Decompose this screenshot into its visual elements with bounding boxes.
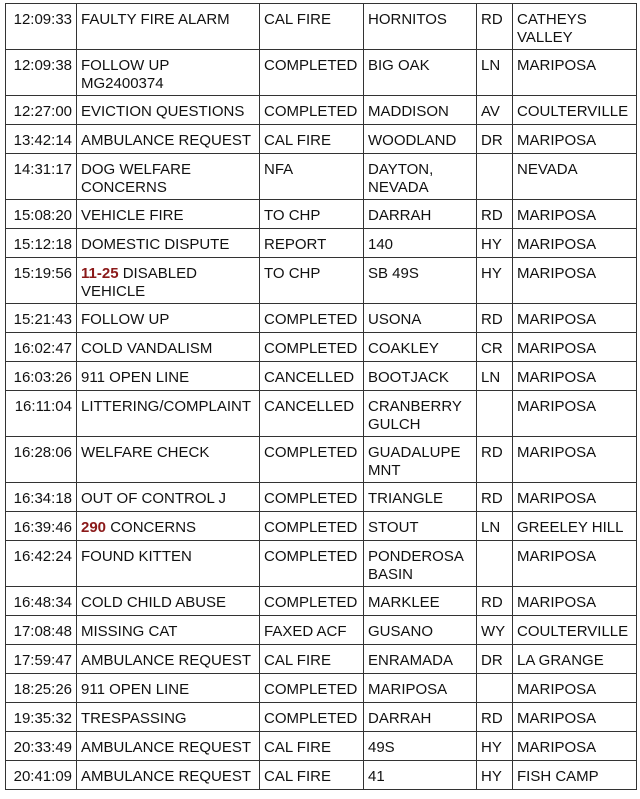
call-type: AMBULANCE REQUEST xyxy=(77,645,260,674)
call-street-suffix: DR xyxy=(477,645,513,674)
call-street: COAKLEY xyxy=(364,333,477,362)
table-row xyxy=(6,483,637,512)
table-row xyxy=(6,587,637,616)
call-street-suffix xyxy=(477,391,513,437)
call-street: GUADALUPE MNT xyxy=(364,437,477,483)
call-city: COULTERVILLE xyxy=(513,96,637,125)
call-street: MARIPOSA xyxy=(364,674,477,703)
call-street: HORNITOS xyxy=(364,4,477,50)
call-disposition: COMPLETED xyxy=(260,304,364,333)
table-row xyxy=(6,333,637,362)
call-time: 16:34:18 xyxy=(6,483,77,512)
call-type: LITTERING/COMPLAINT xyxy=(77,391,260,437)
call-street: DARRAH xyxy=(364,703,477,732)
call-street-suffix xyxy=(477,674,513,703)
call-time: 16:11:04 xyxy=(6,391,77,437)
call-time: 16:02:47 xyxy=(6,333,77,362)
call-log-body xyxy=(6,4,637,790)
call-time: 15:08:20 xyxy=(6,200,77,229)
call-street-suffix: RD xyxy=(477,4,513,50)
call-city: MARIPOSA xyxy=(513,732,637,761)
call-time: 16:48:34 xyxy=(6,587,77,616)
call-time: 17:08:48 xyxy=(6,616,77,645)
call-street: PONDEROSA BASIN xyxy=(364,541,477,587)
call-city: NEVADA xyxy=(513,154,637,200)
call-code: 11-25 xyxy=(81,265,119,282)
call-street: MADDISON xyxy=(364,96,477,125)
table-row xyxy=(6,645,637,674)
call-disposition: COMPLETED xyxy=(260,437,364,483)
call-time: 16:42:24 xyxy=(6,541,77,587)
call-type: EVICTION QUESTIONS xyxy=(77,96,260,125)
call-street-suffix: RD xyxy=(477,587,513,616)
call-type: 911 OPEN LINE xyxy=(77,362,260,391)
call-type: VEHICLE FIRE xyxy=(77,200,260,229)
call-time: 15:12:18 xyxy=(6,229,77,258)
call-street: ENRAMADA xyxy=(364,645,477,674)
call-street: DARRAH xyxy=(364,200,477,229)
call-city: MARIPOSA xyxy=(513,258,637,304)
call-street: GUSANO xyxy=(364,616,477,645)
call-time: 12:27:00 xyxy=(6,96,77,125)
table-row xyxy=(6,362,637,391)
table-row xyxy=(6,616,637,645)
table-row xyxy=(6,200,637,229)
call-type: FAULTY FIRE ALARM xyxy=(77,4,260,50)
call-street-suffix: RD xyxy=(477,483,513,512)
call-city: MARIPOSA xyxy=(513,437,637,483)
call-time: 12:09:38 xyxy=(6,50,77,96)
call-street: STOUT xyxy=(364,512,477,541)
call-disposition: CANCELLED xyxy=(260,391,364,437)
call-city: MARIPOSA xyxy=(513,703,637,732)
call-street-suffix: LN xyxy=(477,50,513,96)
call-type: AMBULANCE REQUEST xyxy=(77,732,260,761)
call-street: 140 xyxy=(364,229,477,258)
call-street: TRIANGLE xyxy=(364,483,477,512)
call-street: CRANBERRY GULCH xyxy=(364,391,477,437)
call-type: FOLLOW UP MG2400374 xyxy=(77,50,260,96)
call-time: 12:09:33 xyxy=(6,4,77,50)
call-type: FOLLOW UP xyxy=(77,304,260,333)
call-street: WOODLAND xyxy=(364,125,477,154)
call-street-suffix: RD xyxy=(477,304,513,333)
call-type: AMBULANCE REQUEST xyxy=(77,761,260,790)
call-disposition: COMPLETED xyxy=(260,512,364,541)
call-disposition: COMPLETED xyxy=(260,96,364,125)
call-time: 16:39:46 xyxy=(6,512,77,541)
call-disposition: COMPLETED xyxy=(260,483,364,512)
call-street-suffix: LN xyxy=(477,362,513,391)
call-street-suffix: CR xyxy=(477,333,513,362)
table-row xyxy=(6,304,637,333)
call-time: 15:21:43 xyxy=(6,304,77,333)
call-disposition: COMPLETED xyxy=(260,703,364,732)
call-type: MISSING CAT xyxy=(77,616,260,645)
table-row xyxy=(6,703,637,732)
call-disposition: TO CHP xyxy=(260,200,364,229)
call-street-suffix: LN xyxy=(477,512,513,541)
call-city: MARIPOSA xyxy=(513,200,637,229)
call-code: 290 xyxy=(81,519,107,536)
call-time: 20:41:09 xyxy=(6,761,77,790)
table-row xyxy=(6,4,637,50)
call-street: 49S xyxy=(364,732,477,761)
call-city: MARIPOSA xyxy=(513,674,637,703)
table-row xyxy=(6,125,637,154)
call-type: COLD CHILD ABUSE xyxy=(77,587,260,616)
call-disposition: CAL FIRE xyxy=(260,732,364,761)
table-row xyxy=(6,154,637,200)
call-type: DOMESTIC DISPUTE xyxy=(77,229,260,258)
call-city: MARIPOSA xyxy=(513,229,637,258)
call-time: 16:03:26 xyxy=(6,362,77,391)
call-street: USONA xyxy=(364,304,477,333)
call-city: MARIPOSA xyxy=(513,391,637,437)
call-disposition: COMPLETED xyxy=(260,587,364,616)
call-disposition: FAXED ACF xyxy=(260,616,364,645)
table-row xyxy=(6,437,637,483)
table-row xyxy=(6,391,637,437)
call-street-suffix: HY xyxy=(477,761,513,790)
call-type: DOG WELFARE CONCERNS xyxy=(77,154,260,200)
call-street-suffix: HY xyxy=(477,732,513,761)
call-time: 19:35:32 xyxy=(6,703,77,732)
table-row xyxy=(6,229,637,258)
call-city: MARIPOSA xyxy=(513,125,637,154)
call-street: BOOTJACK xyxy=(364,362,477,391)
call-city: COULTERVILLE xyxy=(513,616,637,645)
call-time: 17:59:47 xyxy=(6,645,77,674)
call-type: OUT OF CONTROL J xyxy=(77,483,260,512)
call-time: 20:33:49 xyxy=(6,732,77,761)
call-type: FOUND KITTEN xyxy=(77,541,260,587)
table-row xyxy=(6,674,637,703)
table-row xyxy=(6,96,637,125)
table-row xyxy=(6,258,637,304)
call-type: TRESPASSING xyxy=(77,703,260,732)
call-disposition: TO CHP xyxy=(260,258,364,304)
call-disposition: COMPLETED xyxy=(260,541,364,587)
call-city: MARIPOSA xyxy=(513,483,637,512)
call-city: CATHEYS VALLEY xyxy=(513,4,637,50)
table-row xyxy=(6,512,637,541)
table-row xyxy=(6,761,637,790)
table-row xyxy=(6,732,637,761)
call-street-suffix: HY xyxy=(477,258,513,304)
call-disposition: CANCELLED xyxy=(260,362,364,391)
call-time: 14:31:17 xyxy=(6,154,77,200)
call-street: BIG OAK xyxy=(364,50,477,96)
table-row xyxy=(6,541,637,587)
call-street-suffix: RD xyxy=(477,200,513,229)
call-disposition: COMPLETED xyxy=(260,674,364,703)
call-city: FISH CAMP xyxy=(513,761,637,790)
call-disposition: CAL FIRE xyxy=(260,645,364,674)
call-disposition: CAL FIRE xyxy=(260,4,364,50)
call-street-suffix: RD xyxy=(477,703,513,732)
call-type: WELFARE CHECK xyxy=(77,437,260,483)
call-time: 15:19:56 xyxy=(6,258,77,304)
call-street-suffix: WY xyxy=(477,616,513,645)
call-time: 18:25:26 xyxy=(6,674,77,703)
call-city: MARIPOSA xyxy=(513,304,637,333)
call-street-suffix: DR xyxy=(477,125,513,154)
call-type: 911 OPEN LINE xyxy=(77,674,260,703)
call-city: MARIPOSA xyxy=(513,587,637,616)
call-street-suffix xyxy=(477,541,513,587)
call-disposition: REPORT xyxy=(260,229,364,258)
call-street-suffix: AV xyxy=(477,96,513,125)
call-city: LA GRANGE xyxy=(513,645,637,674)
call-disposition: CAL FIRE xyxy=(260,761,364,790)
call-city: GREELEY HILL xyxy=(513,512,637,541)
call-street-suffix xyxy=(477,154,513,200)
call-disposition: CAL FIRE xyxy=(260,125,364,154)
call-street: 41 xyxy=(364,761,477,790)
call-type xyxy=(77,258,260,304)
call-disposition: COMPLETED xyxy=(260,333,364,362)
call-disposition: NFA xyxy=(260,154,364,200)
call-street: SB 49S xyxy=(364,258,477,304)
call-log-table xyxy=(5,3,637,790)
call-type: AMBULANCE REQUEST xyxy=(77,125,260,154)
call-city: MARIPOSA xyxy=(513,362,637,391)
table-row xyxy=(6,50,637,96)
call-street: MARKLEE xyxy=(364,587,477,616)
call-street-suffix: RD xyxy=(477,437,513,483)
call-street-suffix: HY xyxy=(477,229,513,258)
call-type-text: CONCERNS xyxy=(110,519,197,536)
call-type: COLD VANDALISM xyxy=(77,333,260,362)
call-city: MARIPOSA xyxy=(513,50,637,96)
call-city: MARIPOSA xyxy=(513,333,637,362)
call-time: 13:42:14 xyxy=(6,125,77,154)
call-type xyxy=(77,512,260,541)
call-disposition: COMPLETED xyxy=(260,50,364,96)
call-type-text: DISABLED VEHICLE xyxy=(81,265,197,300)
call-time: 16:28:06 xyxy=(6,437,77,483)
call-street: DAYTON, NEVADA xyxy=(364,154,477,200)
call-city: MARIPOSA xyxy=(513,541,637,587)
